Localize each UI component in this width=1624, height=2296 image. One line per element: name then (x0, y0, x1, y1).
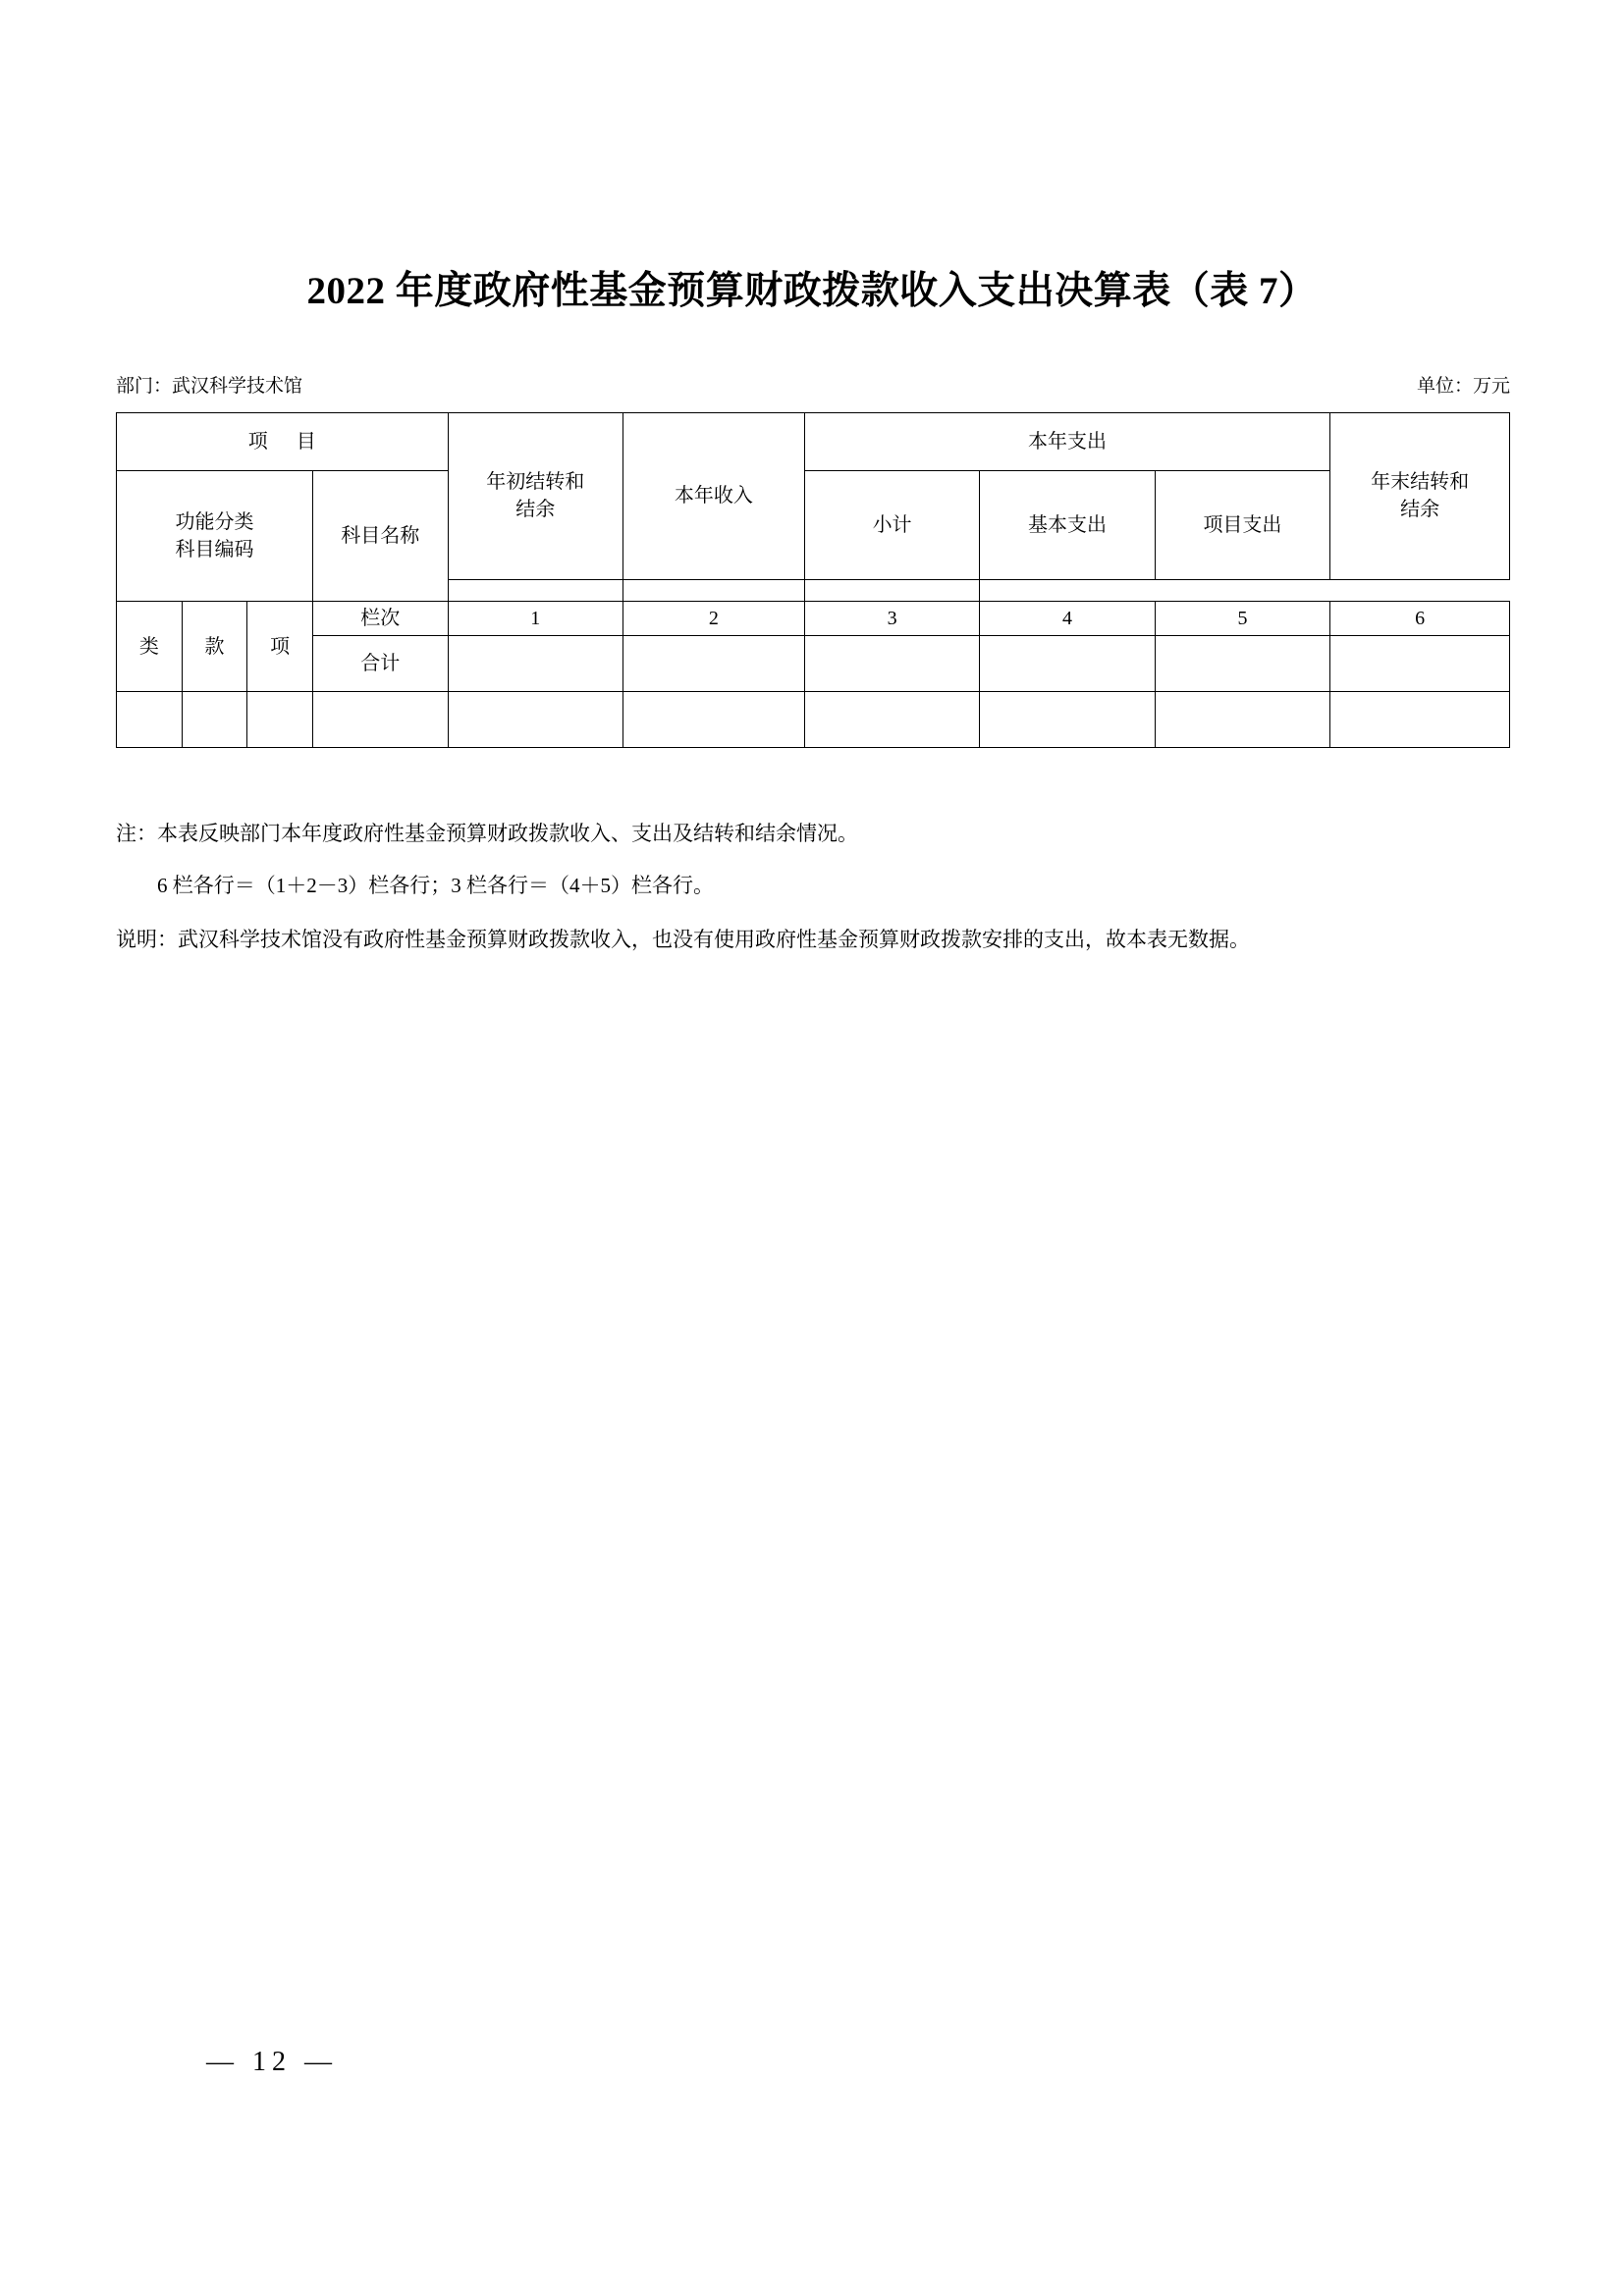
column-number-2: 2 (623, 602, 804, 636)
table-header-row-1 (117, 413, 1510, 471)
header-functional-code: 功能分类 科目编码 (117, 471, 313, 602)
cell-year-income (623, 692, 804, 748)
header-project-expenditure: 项目支出 (1155, 471, 1329, 580)
page-number-text: — 12 — (206, 2047, 338, 2077)
total-value-5 (1155, 636, 1329, 692)
header-subtotal: 小计 (804, 471, 979, 580)
total-value-1 (448, 636, 623, 692)
column-number-3: 3 (804, 602, 979, 636)
total-value-6 (1330, 636, 1510, 692)
cell-item (247, 692, 313, 748)
cell-project-expenditure (1155, 692, 1329, 748)
cell-end-balance (1330, 692, 1510, 748)
row-label-column: 栏次 (312, 602, 448, 636)
notes-section (116, 815, 1515, 959)
header-spacer-basic (623, 579, 804, 601)
cell-subtotal (804, 692, 979, 748)
header-item: 项 (247, 602, 313, 692)
column-number-4: 4 (980, 602, 1155, 636)
budget-table (116, 412, 1510, 748)
page-title: 2022 年度政府性基金预算财政拨款收入支出决算表（表 7） (306, 270, 1318, 312)
column-number-6: 6 (1330, 602, 1510, 636)
table-row (117, 692, 1510, 748)
row-label-total: 合计 (312, 636, 448, 692)
total-value-4 (980, 636, 1155, 692)
table-total-row (117, 636, 1510, 692)
header-spacer-project (804, 579, 979, 601)
department-label: 部门：武汉科学技术馆 (116, 376, 303, 397)
unit-label: 单位：万元 (1416, 376, 1510, 397)
cell-begin-balance (448, 692, 623, 748)
page-number (0, 2047, 1624, 2078)
note-formula: 6 栏各行＝（1＋2－3）栏各行；3 栏各行＝（4＋5）栏各行。 (157, 873, 714, 897)
column-number-5: 5 (1155, 602, 1329, 636)
column-number-1: 1 (448, 602, 623, 636)
header-item-group: 项 目 (117, 413, 449, 471)
header-subject-name: 科目名称 (312, 471, 448, 602)
header-section: 款 (182, 602, 247, 692)
note-explanation: 说明：武汉科学技术馆没有政府性基金预算财政拨款收入，也没有使用政府性基金预算财政拨款安排的支出，故本表无数据。 (116, 927, 1250, 951)
header-class: 类 (117, 602, 183, 692)
header-basic-expenditure: 基本支出 (980, 471, 1155, 580)
header-end-balance: 年末结转和 结余 (1330, 413, 1510, 580)
cell-subject-name (312, 692, 448, 748)
note-primary: 注：本表反映部门本年度政府性基金预算财政拨款收入、支出及结转和结余情况。 (116, 822, 858, 845)
cell-basic-expenditure (980, 692, 1155, 748)
cell-class (117, 692, 183, 748)
header-year-income: 本年收入 (623, 413, 804, 580)
meta-row (116, 371, 1510, 398)
cell-section (182, 692, 247, 748)
table-header-row-2 (117, 471, 1510, 580)
total-value-3 (804, 636, 979, 692)
table-column-number-row (117, 602, 1510, 636)
total-value-2 (623, 636, 804, 692)
header-year-expenditure: 本年支出 (804, 413, 1329, 471)
header-spacer-subtotal (448, 579, 623, 601)
header-begin-balance: 年初结转和 结余 (448, 413, 623, 580)
